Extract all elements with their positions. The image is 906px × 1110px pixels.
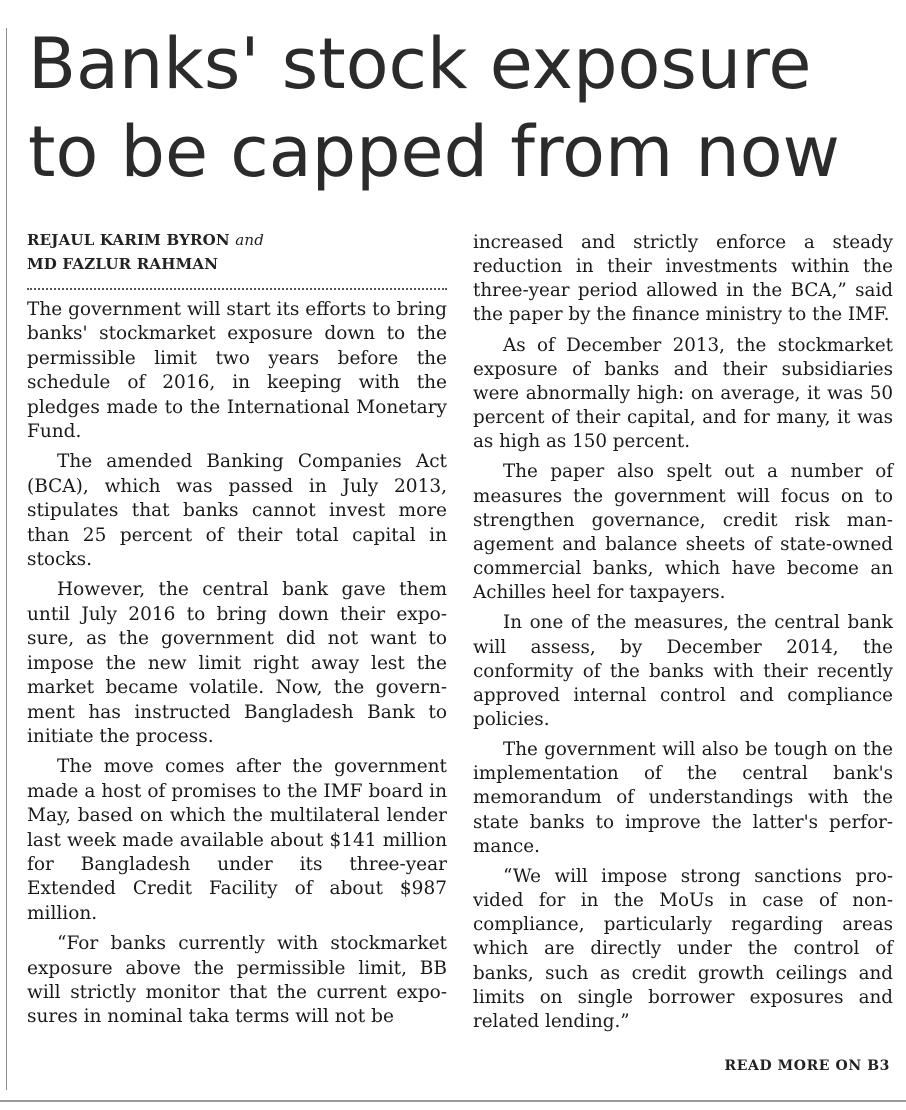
paragraph: The government will start its efforts to bring banks' stockmarket exposure down to the permissible limit two years before the schedule of 2016, in keeping with the pledges made to the International Monetary Fund. xyxy=(27,299,447,443)
byline-conjunction: and xyxy=(235,231,265,249)
byline-divider xyxy=(27,288,447,290)
headline-line-1: Banks' stock exposure xyxy=(28,23,812,105)
paragraph: As of December 2013, the stockmarket exposure of banks and their subsidiaries were abnormally high: on average, it was 50 percent of their capital, and for many, it was as high as 150 percent. xyxy=(473,334,893,453)
paragraph: The amended Banking Companies Act (BCA), which was passed in July 2013, stipulates that banks cannot invest more than 25 percent of their total capital in stocks. xyxy=(27,451,447,571)
paragraph: The move comes after the government made a host of promises to the IMF board in May, based on which the multilateral lender last week made available about $141 million for Bangladesh under its three-year Extended Credit Facility of about $987 million. xyxy=(27,756,447,924)
paragraph: However, the central bank gave them until July 2016 to bring down their expo-sure, as the government did not want to impose the new limit right away lest the market became volatile. Now, the govern-ment has instructed Bangladesh Bank to initiate the process. xyxy=(27,579,447,747)
paragraph-continued: increased and strictly enforce a steady reduction in their investments within the three-year period allowed in the BCA,” said the paper by the finance ministry to the IMF. xyxy=(473,232,893,326)
left-column-rule xyxy=(6,28,7,1090)
paragraph: “We will impose strong sanctions pro-vided for in the MoUs in case of non-compliance, particularly regarding areas which are directly under the control of banks, such as credit growth ceilings and limits on single borrower exposures and related lending.” xyxy=(473,865,893,1032)
byline-author-1: REJAUL KARIM BYRON xyxy=(27,231,230,249)
article-column-left xyxy=(27,228,447,1036)
byline-line-1 xyxy=(27,228,447,252)
byline-author-2: MD FAZLUR RAHMAN xyxy=(27,255,219,273)
bottom-rule xyxy=(0,1100,906,1102)
paragraph: The government will also be tough on the implementation of the central bank's memorandum of understandings with the state banks to improve the latter's perfor-mance. xyxy=(473,739,893,857)
headline xyxy=(28,20,898,196)
read-more-link[interactable]: READ MORE ON B3 xyxy=(724,1058,890,1074)
paragraph: The paper also spelt out a number of measures the government will focus on to strengthen governance, credit risk man-agement and balance sheets of state-owned commercial banks, which have become an Achilles heel for taxpayers. xyxy=(473,461,893,604)
article-column-right xyxy=(473,231,893,1040)
paragraph: “For banks currently with stockmarket exposure above the permissible limit, BB will strictly monitor that the current expo-sures in nominal taka terms will not be xyxy=(27,933,447,1028)
headline-line-2: to be capped from now xyxy=(28,111,840,193)
byline xyxy=(27,228,447,276)
paragraph: In one of the measures, the central bank will assess, by December 2014, the conformity of the banks with their recently approved internal control and compliance policies. xyxy=(473,612,893,730)
